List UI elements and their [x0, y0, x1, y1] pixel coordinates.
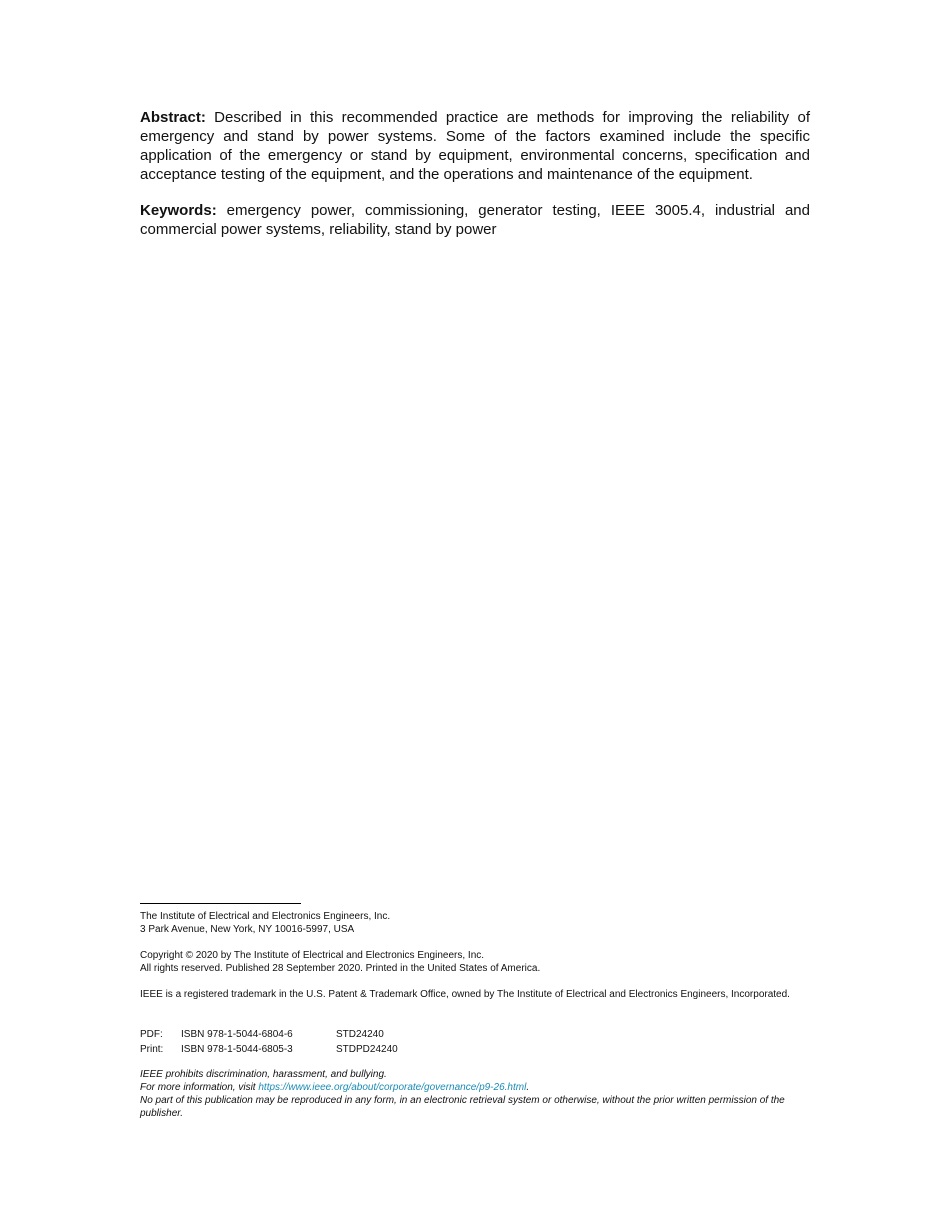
abstract-paragraph	[140, 108, 810, 184]
isbn-code: STDPD24240	[336, 1044, 398, 1055]
isbn-format: PDF:	[140, 1029, 163, 1040]
isbn-format: Print:	[140, 1044, 164, 1055]
more-info-suffix: .	[526, 1082, 530, 1093]
keywords-text: emergency power, commissioning, generator testing, IEEE 3005.4, industrial and commercial power systems, reliability, stand by power	[140, 202, 810, 238]
abstract-label: Abstract:	[140, 109, 206, 126]
keywords-paragraph	[140, 201, 810, 239]
reproduction-notice: No part of this publication may be reproduced in any form, in an electronic retrieval system or otherwise, without the prior written permission of the publisher.	[140, 1095, 785, 1119]
isbn-block	[140, 1027, 810, 1057]
trademark-block	[140, 988, 810, 1001]
abstract-text: Described in this recommended practice are methods for improving the reliability of emergency and stand by power systems. Some of the factors examined include the specific application of the emergency or stand by equipment, environmental concerns, specification and acceptance testing of the equipment, and the operations and maintenance of the equipment.	[140, 109, 810, 183]
isbn-code: STD24240	[336, 1029, 384, 1040]
publisher-name: The Institute of Electrical and Electronics Engineers, Inc.	[140, 911, 391, 922]
discrimination-notice: IEEE prohibits discrimination, harassment, and bullying.	[140, 1069, 387, 1080]
isbn-row-pdf	[140, 1027, 810, 1042]
governance-link[interactable]: https://www.ieee.org/about/corporate/governance/p9-26.html	[258, 1082, 527, 1093]
rights-line: All rights reserved. Published 28 September 2020. Printed in the United States of America.	[140, 963, 541, 974]
copyright-line: Copyright © 2020 by The Institute of Electrical and Electronics Engineers, Inc.	[140, 950, 485, 961]
publisher-block	[140, 910, 810, 936]
more-info-line	[140, 1081, 810, 1094]
footnote-divider	[140, 903, 301, 904]
isbn-row-print	[140, 1042, 810, 1057]
copyright-block	[140, 949, 810, 975]
notice-block	[140, 1068, 810, 1120]
isbn-number: ISBN 978-1-5044-6805-3	[181, 1044, 293, 1055]
keywords-label: Keywords:	[140, 202, 217, 219]
publisher-address: 3 Park Avenue, New York, NY 10016-5997, USA	[140, 924, 355, 935]
isbn-number: ISBN 978-1-5044-6804-6	[181, 1029, 293, 1040]
trademark-text: IEEE is a registered trademark in the U.S. Patent & Trademark Office, owned by The Institute of Electrical and Electronics Engineers, Incorporated.	[140, 989, 790, 1000]
more-info-prefix: For more information, visit	[140, 1082, 259, 1093]
